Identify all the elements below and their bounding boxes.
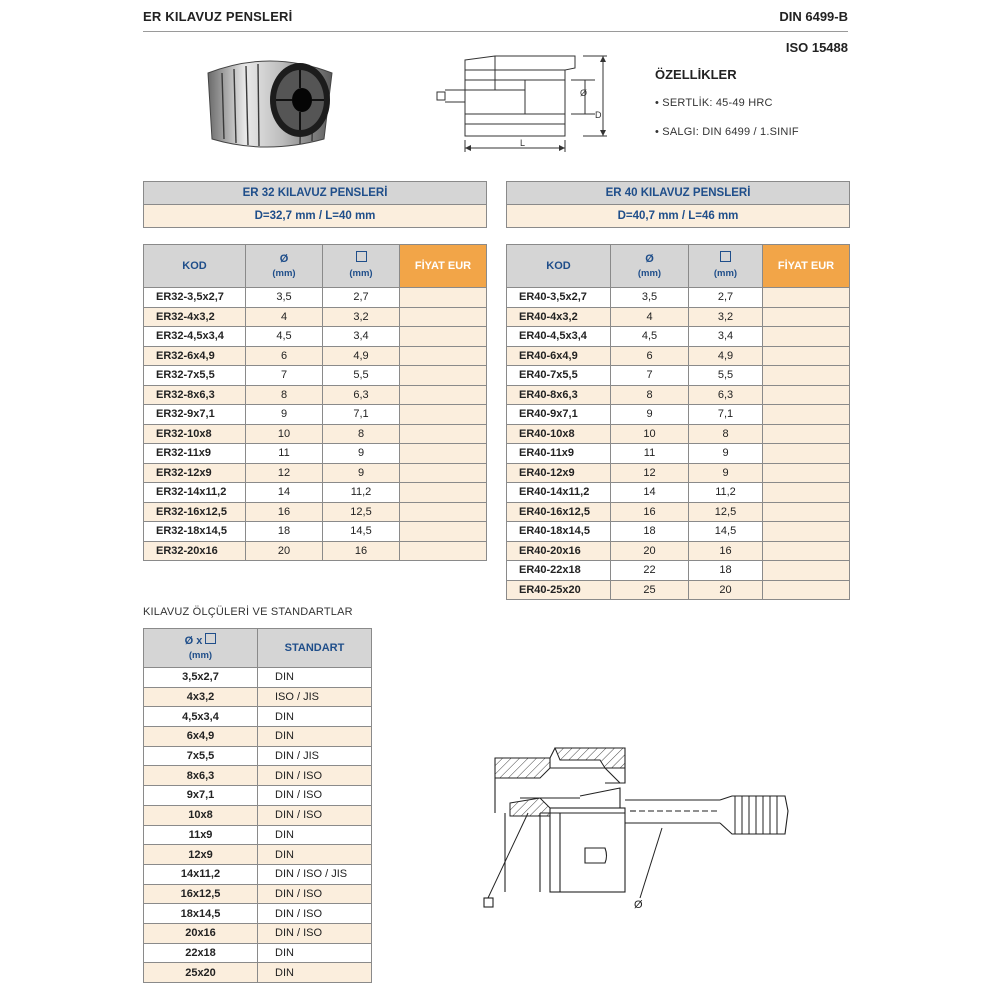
standards-header-row bbox=[144, 629, 372, 668]
size-cell: 10x8 bbox=[144, 805, 258, 825]
code-cell: ER40-4x3,2 bbox=[507, 307, 611, 327]
square-symbol-icon bbox=[205, 633, 216, 644]
square-cell: 9 bbox=[323, 463, 400, 483]
square-cell: 12,5 bbox=[323, 502, 400, 522]
table-row bbox=[144, 483, 487, 503]
diameter-cell: 20 bbox=[246, 541, 323, 561]
square-cell: 8 bbox=[323, 424, 400, 444]
table-row bbox=[507, 327, 850, 347]
standard-cell: DIN / ISO bbox=[258, 884, 372, 904]
table-row bbox=[144, 707, 372, 727]
diameter-cell: 22 bbox=[611, 561, 689, 581]
diameter-symbol: Ø bbox=[645, 252, 654, 265]
square-cell: 7,1 bbox=[689, 405, 763, 425]
square-cell: 11,2 bbox=[689, 483, 763, 503]
diameter-cell: 14 bbox=[611, 483, 689, 503]
unit-label: (mm) bbox=[349, 268, 373, 279]
square-cell: 2,7 bbox=[323, 288, 400, 308]
size-cell: 16x12,5 bbox=[144, 884, 258, 904]
square-cell: 6,3 bbox=[689, 385, 763, 405]
size-cell: 18x14,5 bbox=[144, 904, 258, 924]
square-cell: 3,4 bbox=[689, 327, 763, 347]
code-cell: ER40-25x20 bbox=[507, 580, 611, 600]
er40-col-square bbox=[689, 245, 763, 288]
price-cell bbox=[400, 346, 487, 366]
square-cell: 4,9 bbox=[323, 346, 400, 366]
diameter-cell: 7 bbox=[611, 366, 689, 386]
size-cell: 12x9 bbox=[144, 845, 258, 865]
table-row bbox=[144, 366, 487, 386]
size-cell: 22x18 bbox=[144, 943, 258, 963]
size-cell: 20x16 bbox=[144, 923, 258, 943]
feature-hardness: • SERTLİK: 45-49 HRC bbox=[655, 97, 773, 109]
diameter-cell: 20 bbox=[611, 541, 689, 561]
er40-header-row bbox=[507, 245, 850, 288]
code-cell: ER32-9x7,1 bbox=[144, 405, 246, 425]
price-cell bbox=[763, 580, 850, 600]
code-cell: ER32-3,5x2,7 bbox=[144, 288, 246, 308]
table-row bbox=[507, 424, 850, 444]
table-row bbox=[144, 522, 487, 542]
features-title: ÖZELLİKLER bbox=[655, 67, 737, 82]
code-cell: ER40-12x9 bbox=[507, 463, 611, 483]
square-cell: 12,5 bbox=[689, 502, 763, 522]
size-symbol: Ø x bbox=[184, 635, 203, 647]
code-cell: ER32-16x12,5 bbox=[144, 502, 246, 522]
size-cell: 3,5x2,7 bbox=[144, 668, 258, 688]
diameter-cell: 12 bbox=[246, 463, 323, 483]
standard-cell: DIN / ISO bbox=[258, 766, 372, 786]
er32-col-square bbox=[323, 245, 400, 288]
assembly-diameter-label: Ø bbox=[634, 899, 643, 911]
price-cell bbox=[400, 541, 487, 561]
standard-cell: DIN bbox=[258, 825, 372, 845]
code-cell: ER40-3,5x2,7 bbox=[507, 288, 611, 308]
code-cell: ER40-7x5,5 bbox=[507, 366, 611, 386]
square-callout-icon bbox=[484, 898, 493, 907]
code-cell: ER32-20x16 bbox=[144, 541, 246, 561]
table-row bbox=[507, 385, 850, 405]
code-cell: ER32-4x3,2 bbox=[144, 307, 246, 327]
code-cell: ER40-18x14,5 bbox=[507, 522, 611, 542]
price-cell bbox=[763, 288, 850, 308]
table-row bbox=[507, 561, 850, 581]
diameter-cell: 4 bbox=[611, 307, 689, 327]
standard-din: DIN 6499-B bbox=[779, 9, 848, 24]
diameter-cell: 25 bbox=[611, 580, 689, 600]
table-row bbox=[144, 746, 372, 766]
square-cell: 7,1 bbox=[323, 405, 400, 425]
standards-col-size bbox=[144, 629, 258, 668]
price-cell bbox=[763, 463, 850, 483]
table-row bbox=[144, 845, 372, 865]
price-cell bbox=[400, 288, 487, 308]
square-cell: 11,2 bbox=[323, 483, 400, 503]
table-row bbox=[507, 541, 850, 561]
code-cell: ER32-10x8 bbox=[144, 424, 246, 444]
standard-cell: DIN bbox=[258, 845, 372, 865]
table-row bbox=[144, 805, 372, 825]
drawing-diameter-label: Ø bbox=[580, 88, 588, 98]
price-cell bbox=[763, 327, 850, 347]
standard-cell: ISO / JIS bbox=[258, 687, 372, 707]
square-cell: 3,4 bbox=[323, 327, 400, 347]
diameter-cell: 3,5 bbox=[611, 288, 689, 308]
size-cell: 7x5,5 bbox=[144, 746, 258, 766]
size-cell: 9x7,1 bbox=[144, 786, 258, 806]
price-cell bbox=[763, 307, 850, 327]
code-cell: ER32-6x4,9 bbox=[144, 346, 246, 366]
code-cell: ER40-8x6,3 bbox=[507, 385, 611, 405]
table-row bbox=[144, 786, 372, 806]
diameter-cell: 7 bbox=[246, 366, 323, 386]
table-row bbox=[144, 444, 487, 464]
er32-dimensions: D=32,7 mm / L=40 mm bbox=[144, 205, 486, 227]
feature-runout: • SALGI: DIN 6499 / 1.SINIF bbox=[655, 126, 799, 138]
table-row bbox=[144, 385, 487, 405]
size-cell: 6x4,9 bbox=[144, 727, 258, 747]
code-cell: ER40-16x12,5 bbox=[507, 502, 611, 522]
square-cell: 18 bbox=[689, 561, 763, 581]
standard-cell: DIN bbox=[258, 668, 372, 688]
price-cell bbox=[400, 366, 487, 386]
diameter-cell: 10 bbox=[246, 424, 323, 444]
price-cell bbox=[400, 502, 487, 522]
er32-banner bbox=[143, 181, 487, 228]
code-cell: ER32-12x9 bbox=[144, 463, 246, 483]
diameter-cell: 4,5 bbox=[611, 327, 689, 347]
diameter-cell: 6 bbox=[246, 346, 323, 366]
price-cell bbox=[763, 366, 850, 386]
table-row bbox=[144, 502, 487, 522]
diameter-cell: 16 bbox=[246, 502, 323, 522]
er40-col-code: KOD bbox=[507, 245, 611, 288]
price-cell bbox=[763, 444, 850, 464]
diameter-cell: 4 bbox=[246, 307, 323, 327]
table-row bbox=[144, 346, 487, 366]
code-cell: ER40-22x18 bbox=[507, 561, 611, 581]
diameter-cell: 11 bbox=[246, 444, 323, 464]
code-cell: ER32-18x14,5 bbox=[144, 522, 246, 542]
code-cell: ER40-14x11,2 bbox=[507, 483, 611, 503]
table-row bbox=[144, 463, 487, 483]
code-cell: ER40-11x9 bbox=[507, 444, 611, 464]
table-row bbox=[507, 502, 850, 522]
square-cell: 14,5 bbox=[689, 522, 763, 542]
square-cell: 20 bbox=[689, 580, 763, 600]
square-cell: 16 bbox=[689, 541, 763, 561]
code-cell: ER32-7x5,5 bbox=[144, 366, 246, 386]
price-cell bbox=[763, 483, 850, 503]
table-row bbox=[507, 366, 850, 386]
code-cell: ER32-4,5x3,4 bbox=[144, 327, 246, 347]
code-cell: ER32-8x6,3 bbox=[144, 385, 246, 405]
square-cell: 14,5 bbox=[323, 522, 400, 542]
standards-table bbox=[143, 628, 372, 983]
code-cell: ER40-4,5x3,4 bbox=[507, 327, 611, 347]
price-cell bbox=[763, 385, 850, 405]
price-cell bbox=[763, 346, 850, 366]
square-symbol-icon bbox=[356, 251, 367, 262]
er40-banner bbox=[506, 181, 850, 228]
square-cell: 5,5 bbox=[689, 366, 763, 386]
unit-label: (mm) bbox=[637, 267, 662, 279]
diameter-cell: 12 bbox=[611, 463, 689, 483]
square-cell: 9 bbox=[689, 444, 763, 464]
price-cell bbox=[400, 307, 487, 327]
standard-cell: DIN / ISO bbox=[258, 904, 372, 924]
page-title: ER KILAVUZ PENSLERİ bbox=[143, 9, 293, 24]
price-cell bbox=[400, 385, 487, 405]
diameter-cell: 8 bbox=[246, 385, 323, 405]
price-cell bbox=[763, 424, 850, 444]
standard-cell: DIN bbox=[258, 727, 372, 747]
standard-cell: DIN / ISO bbox=[258, 786, 372, 806]
table-row bbox=[144, 825, 372, 845]
price-cell bbox=[400, 463, 487, 483]
table-row bbox=[144, 288, 487, 308]
standard-iso: ISO 15488 bbox=[785, 40, 848, 55]
diameter-cell: 11 bbox=[611, 444, 689, 464]
diameter-cell: 9 bbox=[611, 405, 689, 425]
square-cell: 3,2 bbox=[689, 307, 763, 327]
diameter-cell: 3,5 bbox=[246, 288, 323, 308]
er32-col-price: FİYAT EUR bbox=[400, 245, 487, 288]
table-row bbox=[144, 963, 372, 983]
square-cell: 2,7 bbox=[689, 288, 763, 308]
code-cell: ER32-11x9 bbox=[144, 444, 246, 464]
standard-cell: DIN / JIS bbox=[258, 746, 372, 766]
code-cell: ER40-10x8 bbox=[507, 424, 611, 444]
table-row bbox=[507, 483, 850, 503]
drawing-d-label: D bbox=[595, 110, 602, 120]
code-cell: ER40-6x4,9 bbox=[507, 346, 611, 366]
table-row bbox=[144, 904, 372, 924]
diameter-cell: 14 bbox=[246, 483, 323, 503]
size-cell: 4,5x3,4 bbox=[144, 707, 258, 727]
size-cell: 11x9 bbox=[144, 825, 258, 845]
diameter-cell: 8 bbox=[611, 385, 689, 405]
collet-product-image bbox=[200, 45, 340, 155]
diameter-cell: 18 bbox=[246, 522, 323, 542]
size-cell: 4x3,2 bbox=[144, 687, 258, 707]
standard-cell: DIN / ISO bbox=[258, 805, 372, 825]
table-row bbox=[144, 864, 372, 884]
square-cell: 16 bbox=[323, 541, 400, 561]
table-row bbox=[144, 424, 487, 444]
tap-assembly-drawing bbox=[480, 738, 800, 913]
table-row bbox=[507, 288, 850, 308]
square-cell: 4,9 bbox=[689, 346, 763, 366]
diameter-cell: 4,5 bbox=[246, 327, 323, 347]
er40-col-price: FİYAT EUR bbox=[763, 245, 850, 288]
price-cell bbox=[763, 522, 850, 542]
diameter-cell: 16 bbox=[611, 502, 689, 522]
table-row bbox=[144, 766, 372, 786]
price-cell bbox=[400, 327, 487, 347]
price-cell bbox=[400, 444, 487, 464]
square-cell: 8 bbox=[689, 424, 763, 444]
price-cell bbox=[400, 522, 487, 542]
table-row bbox=[144, 923, 372, 943]
diameter-cell: 10 bbox=[611, 424, 689, 444]
price-cell bbox=[763, 541, 850, 561]
code-cell: ER40-20x16 bbox=[507, 541, 611, 561]
standard-cell: DIN bbox=[258, 963, 372, 983]
square-cell: 9 bbox=[323, 444, 400, 464]
price-cell bbox=[400, 424, 487, 444]
diameter-cell: 18 bbox=[611, 522, 689, 542]
size-cell: 25x20 bbox=[144, 963, 258, 983]
size-cell: 8x6,3 bbox=[144, 766, 258, 786]
er40-title: ER 40 KILAVUZ PENSLERİ bbox=[507, 182, 849, 205]
standard-cell: DIN bbox=[258, 943, 372, 963]
header-divider bbox=[143, 31, 848, 32]
table-row bbox=[144, 884, 372, 904]
standard-cell: DIN / ISO bbox=[258, 923, 372, 943]
er40-table bbox=[506, 244, 850, 600]
unit-label: (mm) bbox=[188, 650, 213, 661]
er40-dimensions: D=40,7 mm / L=46 mm bbox=[507, 205, 849, 227]
square-cell: 5,5 bbox=[323, 366, 400, 386]
diameter-cell: 6 bbox=[611, 346, 689, 366]
standards-col-standard: STANDART bbox=[258, 629, 372, 668]
size-cell: 14x11,2 bbox=[144, 864, 258, 884]
table-row bbox=[507, 580, 850, 600]
table-row bbox=[507, 307, 850, 327]
table-row bbox=[144, 405, 487, 425]
standards-caption: KILAVUZ ÖLÇÜLERİ VE STANDARTLAR bbox=[143, 606, 353, 618]
standard-cell: DIN bbox=[258, 707, 372, 727]
collet-section-drawing bbox=[435, 48, 615, 158]
price-cell bbox=[763, 561, 850, 581]
er40-col-diameter bbox=[611, 245, 689, 288]
table-row bbox=[144, 943, 372, 963]
table-row bbox=[507, 346, 850, 366]
table-row bbox=[144, 327, 487, 347]
price-cell bbox=[763, 405, 850, 425]
diameter-symbol: Ø bbox=[279, 252, 289, 265]
diameter-cell: 9 bbox=[246, 405, 323, 425]
drawing-l-label: L bbox=[520, 138, 526, 148]
code-cell: ER32-14x11,2 bbox=[144, 483, 246, 503]
table-row bbox=[144, 727, 372, 747]
square-cell: 9 bbox=[689, 463, 763, 483]
square-cell: 3,2 bbox=[323, 307, 400, 327]
table-row bbox=[507, 405, 850, 425]
table-row bbox=[507, 463, 850, 483]
price-cell bbox=[400, 405, 487, 425]
table-row bbox=[144, 668, 372, 688]
square-symbol-icon bbox=[720, 251, 731, 262]
unit-label: (mm) bbox=[272, 267, 296, 279]
standard-cell: DIN / ISO / JIS bbox=[258, 864, 372, 884]
er32-table bbox=[143, 244, 487, 561]
table-row bbox=[507, 444, 850, 464]
er32-col-code: KOD bbox=[144, 245, 246, 288]
table-row bbox=[144, 541, 487, 561]
unit-label: (mm) bbox=[713, 268, 738, 279]
price-cell bbox=[400, 483, 487, 503]
er32-title: ER 32 KILAVUZ PENSLERİ bbox=[144, 182, 486, 205]
table-row bbox=[507, 522, 850, 542]
square-cell: 6,3 bbox=[323, 385, 400, 405]
table-row bbox=[144, 307, 487, 327]
er32-col-diameter bbox=[246, 245, 323, 288]
price-cell bbox=[763, 502, 850, 522]
er32-header-row bbox=[144, 245, 487, 288]
table-row bbox=[144, 687, 372, 707]
code-cell: ER40-9x7,1 bbox=[507, 405, 611, 425]
